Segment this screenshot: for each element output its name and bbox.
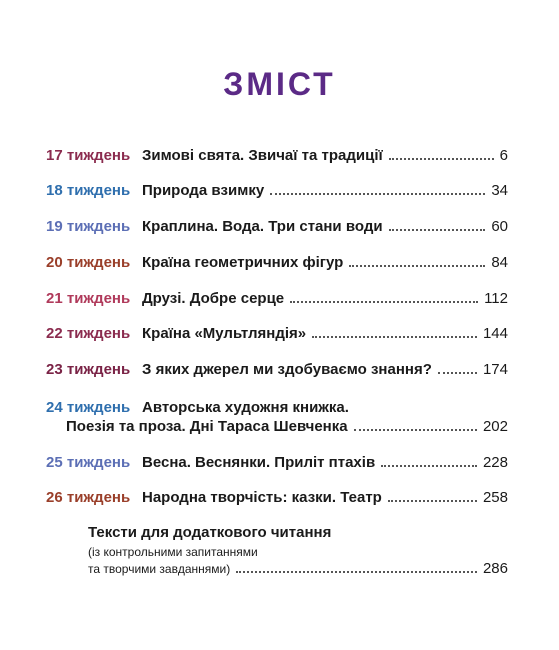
section-title: Природа взимку [142, 182, 265, 199]
section-title: Друзі. Добре серце [142, 290, 285, 307]
page-number: 6 [499, 147, 508, 164]
extra-reading-subtitle-line1: (із контрольними запитаннями [88, 545, 258, 559]
toc-entry[interactable] [46, 454, 508, 476]
section-title: Народна творчість: казки. Театр [142, 489, 382, 506]
dot-leader [354, 428, 477, 431]
week-label: 22 тиждень [46, 325, 131, 342]
toc-entry[interactable] [46, 182, 508, 204]
section-title: Краплина. Вода. Три стани води [142, 218, 383, 235]
dot-leader [290, 300, 478, 303]
section-title: Країна «Мультляндія» [142, 325, 307, 342]
toc-entry[interactable] [46, 290, 508, 312]
toc-entry-continuation[interactable] [66, 418, 508, 440]
section-title: З яких джерел ми здобуваємо знання? [142, 361, 432, 378]
dot-leader [389, 228, 486, 231]
page-number: 174 [482, 361, 508, 378]
extra-reading-entry[interactable] [88, 560, 508, 580]
dot-leader [381, 464, 477, 467]
week-label: 19 тиждень [46, 218, 131, 235]
extra-reading-title: Тексти для додаткового читання [88, 524, 332, 541]
week-label: 18 тиждень [46, 182, 131, 199]
section-title: Країна геометричних фігур [142, 254, 344, 271]
section-title: Авторська художня книжка. [142, 399, 349, 416]
page-number: 228 [482, 454, 508, 471]
page-title: ЗМІСТ [223, 66, 336, 102]
week-label: 17 тиждень [46, 147, 131, 164]
dot-leader [349, 264, 485, 267]
week-label: 23 тиждень [46, 361, 131, 378]
week-label: 26 тиждень [46, 489, 131, 506]
dot-leader [388, 499, 477, 502]
week-label: 21 тиждень [46, 290, 131, 307]
dot-leader [438, 371, 477, 374]
page-number: 144 [482, 325, 508, 342]
toc-entry[interactable] [46, 218, 508, 240]
page-number: 84 [491, 254, 508, 271]
toc-entry[interactable] [46, 147, 508, 169]
dot-leader [312, 335, 477, 338]
page-number: 286 [482, 560, 508, 577]
section-title-line2: Поезія та проза. Дні Тараса Шевченка [66, 418, 348, 435]
page-number: 34 [491, 182, 508, 199]
toc-entry[interactable] [46, 489, 508, 511]
toc-entry[interactable] [46, 254, 508, 276]
week-label: 25 тиждень [46, 454, 131, 471]
dot-leader [236, 570, 477, 573]
dot-leader [389, 157, 494, 160]
toc-entry[interactable] [46, 325, 508, 347]
extra-reading-subtitle-line2: та творчими завданнями) [88, 562, 231, 576]
page-number: 112 [484, 290, 508, 307]
toc-entry[interactable] [46, 361, 508, 383]
dot-leader [270, 192, 485, 195]
page-number: 202 [482, 418, 508, 435]
section-title: Весна. Веснянки. Приліт птахів [142, 454, 376, 471]
page-number: 258 [482, 489, 508, 506]
page-number: 60 [491, 218, 508, 235]
week-label: 24 тиждень [46, 399, 131, 416]
week-label: 20 тиждень [46, 254, 131, 271]
section-title: Зимові свята. Звичаї та традиції [142, 147, 383, 164]
